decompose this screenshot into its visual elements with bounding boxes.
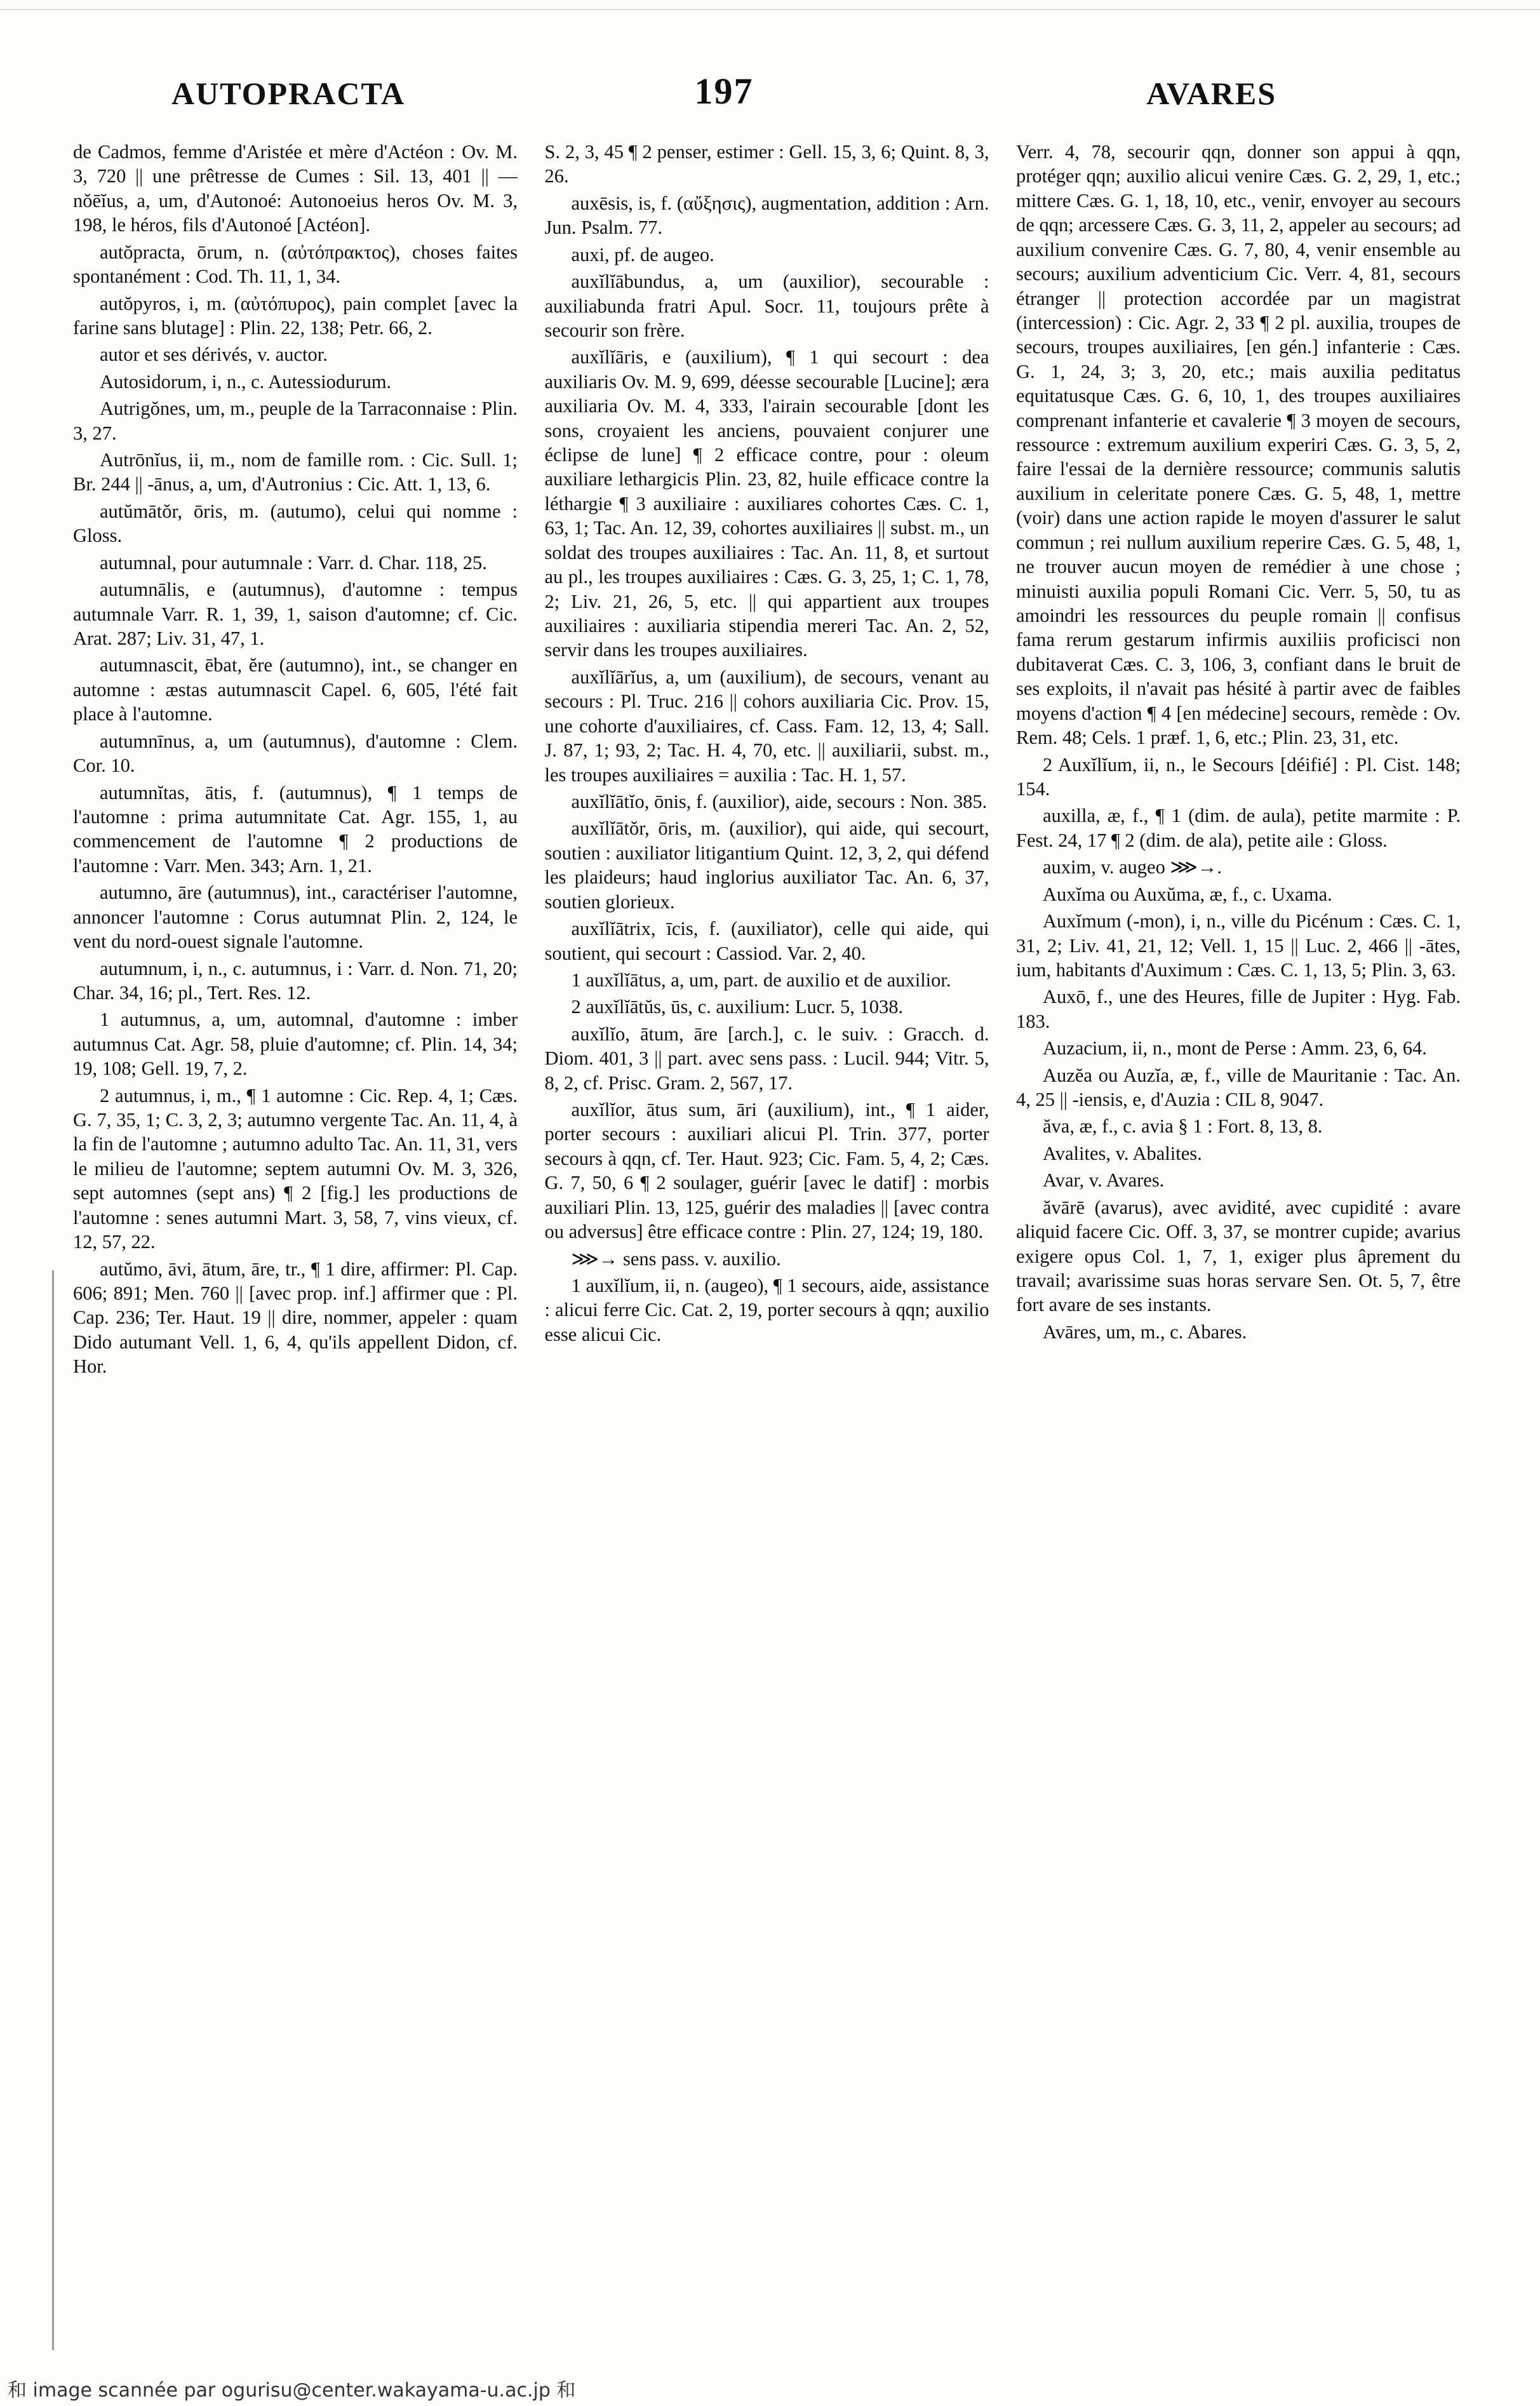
column-middle: [545, 140, 989, 2248]
dictionary-columns: [73, 140, 1461, 2248]
dictionary-entry: autumnīnus, a, um (autumnus), d'automne : Clem. Cor. 10.: [73, 730, 518, 777]
dictionary-entry: Autosidorum, i, n., c. Autessiodurum.: [100, 370, 392, 393]
dictionary-entry: autumnālis, e (autumnus), d'automne : tempus autumnale Varr. R. 1, 39, 1, saison d'automne; cf. Cic. Arat. 287; Liv. 31, 47, 1.: [73, 579, 518, 650]
dictionary-entry: Avalites, v. Abalites.: [1043, 1142, 1202, 1164]
dictionary-entry: autumnĭtas, ātis, f. (autumnus), ¶ 1 temps de l'automne : prima autumnitate Cat. Agr. 155, 1, au commencement de l'automne ¶ 2 productions de l'automne : Varr. Men. 343; Arn. 1, 21.: [73, 781, 518, 877]
dictionary-entry: Auxĭmum (-mon), i, n., ville du Picénum : Cæs. C. 1, 31, 2; Liv. 41, 21, 12; Vell. 1, 15 || Luc. 2, 466 || -ātes, ium, habitants d'Auximum : Cæs. C. 1, 13, 5; Plin. 3, 63.: [1016, 910, 1461, 981]
dictionary-entry: ⋙→ sens pass. v. auxilio.: [571, 1247, 781, 1270]
column-left: [73, 140, 518, 2248]
dictionary-entry: Auzacium, ii, n., mont de Perse : Amm. 23, 6, 64.: [1043, 1037, 1427, 1059]
dictionary-entry: auxēsis, is, f. (αὔξησις), augmentation, addition : Arn. Jun. Psalm. 77.: [544, 192, 989, 239]
dictionary-entry: 2 autumnus, i, m., ¶ 1 automne : Cic. Rep. 4, 1; Cæs. G. 7, 35, 1; C. 3, 2, 3; autumno vergente Tac. An. 11, 4, à la fin de l'automne ; autumno adulto Tac. An. 11, 31, vers le milieu de l'automne; septem autumni Ov. M. 3, 326, sept automnes (sept ans) ¶ 2 [fig.] les productions de l'automne : senes autumni Mart. 3, 58, 7, vins vieux, cf. 12, 57, 22.: [73, 1084, 518, 1253]
dictionary-entry: auxim, v. augeo ⋙→.: [1043, 856, 1222, 878]
dictionary-entry: auxĭlĭātrix, īcis, f. (auxiliator), celle qui aide, qui soutient, qui secourt : Cassiod. Var. 2, 40.: [544, 918, 989, 964]
dictionary-entry: autumnal, pour autumnale : Varr. d. Char. 118, 25.: [100, 551, 487, 574]
page-number: 197: [694, 71, 754, 112]
page-header: [171, 69, 1276, 119]
dictionary-entry: autŭmo, āvi, ātum, āre, tr., ¶ 1 dire, affirmer: Pl. Cap. 606; 891; Men. 760 || [avec prop. inf.] affirmer que : Pl. Cap. 236; Ter. Haut. 19 || dire, nommer, appeler : quam Dido autumant Vell. 1, 6, 4, qu'ils appellent Didon, cf. Hor.: [73, 1258, 518, 1378]
dictionary-entry: 1 auxĭlĭum, ii, n. (augeo), ¶ 1 secours, aide, assistance : alicui ferre Cic. Cat. 2, 19, porter secours à qqn; auxilio esse alicui Cic.: [544, 1274, 989, 1345]
header-left-headword: AUTOPRACTA: [171, 76, 406, 111]
dictionary-entry: Auzĕa ou Auzĭa, æ, f., ville de Mauritanie : Tac. An. 4, 25 || -iensis, e, d'Auzia : CIL 8, 9047.: [1016, 1064, 1461, 1111]
dictionary-entry: ăvārē (avarus), avec avidité, avec cupidité : avare aliquid facere Cic. Off. 3, 37, se montrer cupide; avarius exigere opus Col. 1, 7, 1, exiger plus âprement du travail; avarissime suas horas servare Sen. Ot. 5, 7, être fort avare de ses instants.: [1016, 1196, 1461, 1316]
dictionary-entry: S. 2, 3, 45 ¶ 2 penser, estimer : Gell. 15, 3, 6; Quint. 8, 3, 26.: [544, 141, 989, 187]
dictionary-entry: autor et ses dérivés, v. auctor.: [100, 344, 328, 366]
dictionary-entry: auxĭlĭo, ātum, āre [arch.], c. le suiv. : Gracch. d. Diom. 401, 3 || part. avec sens pass. : Lucil. 944; Vitr. 5, 8, 2, cf. Prisc. Gram. 2, 567, 17.: [544, 1023, 989, 1094]
scan-credit: 和 image scannée par ogurisu@center.wakayama-u.ac.jp 和: [8, 2379, 576, 2402]
dictionary-entry: auxĭlĭor, ātus sum, āri (auxilium), int., ¶ 1 aider, porter secours : auxiliari alicui Pl. Trin. 377, porter secours à qqn, cf. Ter. Haut. 923; Cic. Fam. 5, 4, 2; Cæs. G. 7, 50, 6 ¶ 2 soulager, guérir [avec le datif] : morbis auxiliari Plin. 13, 125, guérir des maladies || [avec contra ou adversus] être efficace contre : Plin. 27, 124; 19, 180.: [544, 1099, 989, 1243]
header-right-headword: AVARES: [1146, 76, 1276, 111]
dictionary-entry: auxĭlĭātĭo, ōnis, f. (auxilior), aide, secours : Non. 385.: [571, 790, 988, 812]
dictionary-entry: auxi, pf. de augeo.: [571, 243, 714, 265]
dictionary-entry: autŏpracta, ōrum, n. (αὐτόπρακτος), choses faites spontanément : Cod. Th. 11, 1, 34.: [73, 241, 518, 288]
dictionary-entry: Avar, v. Avares.: [1043, 1169, 1165, 1192]
dictionary-entry: autumnascit, ēbat, ĕre (autumno), int., se changer en automne : æstas autumnascit Capel. 6, 605, l'été fait place à l'automne.: [73, 654, 518, 725]
dictionary-entry: auxĭlĭārĭus, a, um (auxilium), de secours, venant au secours : Pl. Truc. 216 || cohors auxiliaria Cic. Prov. 15, une cohorte d'auxiliaires, cf. Cass. Fam. 12, 13, 4; Sall. J. 87, 1; 93, 2; Tac. H. 4, 70, etc. || auxiliarii, subst. m., les troupes auxiliaires = auxilia : Tac. H. 1, 57.: [544, 666, 989, 786]
dictionary-entry: autumno, āre (autumnus), int., caractériser l'automne, annoncer l'automne : Corus autumnat Plin. 2, 124, le vent du nord-ouest signale l'automne.: [73, 882, 518, 953]
top-scan-rule: [0, 9, 1540, 10]
dictionary-entry: auxĭlĭāris, e (auxilium), ¶ 1 qui secourt : dea auxiliaris Ov. M. 9, 699, déesse secourable [Lucine]; æra auxiliaria Ov. M. 4, 333, l'airain secourable [dont les sons, croyaient les anciens, pouvaient conjurer une éclipse de lune] ¶ 2 efficace contre, pour : oleum auxiliare lethargicis Plin. 23, 82, huile efficace contre la léthargie ¶ 3 auxiliaire : auxiliares cohortes Cæs. C. 1, 63, 1; Tac. An. 12, 39, cohortes auxiliaires || subst. m., un soldat des troupes auxiliaires : Tac. An. 11, 8, et surtout au pl., les troupes auxiliaires : Cæs. G. 3, 25, 1; C. 1, 78, 2; Liv. 21, 26, 5, etc. || qui appartient aux troupes auxiliaires : auxiliaria stipendia mereri Tac. An. 2, 52, servir dans les troupes auxiliaires.: [544, 346, 989, 661]
dictionary-entry: de Cadmos, femme d'Aristée et mère d'Actéon : Ov. M. 3, 720 || une prêtresse de Cumes : Sil. 13, 401 || — nŏēĭus, a, um, d'Autonoé: Autonoeius heros Ov. M. 3, 198, le héros, fils d'Autonoé [Actéon].: [73, 141, 518, 236]
dictionary-entry: autŏpyros, i, m. (αὐτόπυρος), pain complet [avec la farine sans blutage] : Plin. 22, 138; Petr. 66, 2.: [73, 292, 518, 339]
dictionary-entry: auxĭlĭābundus, a, um (auxilior), secourable : auxiliabunda fratri Apul. Socr. 11, toujours prête à secourir son frère.: [544, 271, 989, 341]
left-margin-line: [52, 1270, 54, 2350]
dictionary-entry: 2 auxĭlĭātŭs, ūs, c. auxilium: Lucr. 5, 1038.: [571, 996, 904, 1018]
dictionary-entry: autŭmātŏr, ōris, m. (autumo), celui qui nomme : Gloss.: [73, 500, 518, 547]
dictionary-entry: 1 autumnus, a, um, automnal, d'automne : imber autumnus Cat. Agr. 58, pluie d'automne; cf. Plin. 14, 34; 19, 108; Gell. 19, 7, 2.: [73, 1009, 518, 1080]
dictionary-entry: Autrigŏnes, um, m., peuple de la Tarraconnaise : Plin. 3, 27.: [73, 398, 518, 444]
column-right: [1016, 140, 1461, 2248]
dictionary-entry: Avāres, um, m., c. Abares.: [1043, 1321, 1247, 1343]
dictionary-entry: autumnum, i, n., c. autumnus, i : Varr. d. Non. 71, 20; Char. 34, 16; pl., Tert. Res. 12.: [73, 957, 518, 1004]
dictionary-entry: 1 auxĭlĭātus, a, um, part. de auxilio et de auxilior.: [571, 969, 951, 991]
dictionary-entry: Autrōnĭus, ii, m., nom de famille rom. : Cic. Sull. 1; Br. 244 || -ānus, a, um, d'Autronius : Cic. Att. 1, 13, 6.: [73, 449, 518, 495]
dictionary-entry: Auxō, f., une des Heures, fille de Jupiter : Hyg. Fab. 183.: [1016, 986, 1461, 1032]
dictionary-entry: Verr. 4, 78, secourir qqn, donner son appui à qqn, protéger qqn; auxilio alicui venire Cæs. G. 2, 29, 1, etc.; mittere Cæs. G. 1, 18, 10, etc., venir, envoyer au secours de qqn; arcessere Cæs. G. 3, 11, 2, appeler au secours; ad auxilium convenire Cæs. G. 7, 80, 4, venir ensemble au secours; auxilium adventicium Cic. Verr. 4, 81, secours étranger || protection accordée par un magistrat (intercession) : Cic. Agr. 2, 33 ¶ 2 pl. auxilia, troupes de secours, troupes auxiliaires, [en gén.] infanterie : Cæs. G. 1, 24, 3; 3, 20, etc.; mais auxilia peditatus equitatusque Cæs. G. 6, 10, 1, des troupes auxiliaires comprenant infanterie et cavalerie ¶ 3 moyen de secours, ressource : extremum auxilium experiri Cæs. G. 3, 5, 2, faire l'essai de la dernière ressource; communis salutis auxilium in celeritate ponere Cæs. G. 5, 48, 1, mettre (voir) dans une action rapide le moyen d'assurer le salut commun ; rei nullum auxilium reperire Cæs. G. 5, 48, 1, ne trouver aucun moyen de remédier à une chose ; minuisti auxilia populi Romani Cic. Verr. 5, 50, tu as amoindri les ressources du peuple romain || confisus fama rerum gestarum infirmis auxiliis proficisci non dubitaverat Cæs. C. 3, 106, 3, confiant dans le bruit de ses exploits, il n'avait pas hésité à partir avec de faibles moyens d'action ¶ 4 [en médecine] secours, remède : Ov. Rem. 48; Cels. 1 præf. 1, 6, etc.; Plin. 23, 31, etc.: [1016, 141, 1461, 749]
dictionary-entry: auxilla, æ, f., ¶ 1 (dim. de aula), petite marmite : P. Fest. 24, 17 ¶ 2 (dim. de ala), petite aile : Gloss.: [1016, 805, 1461, 851]
dictionary-entry: Auxĭma ou Auxŭma, æ, f., c. Uxama.: [1043, 883, 1332, 905]
dictionary-entry: 2 Auxĭlĭum, ii, n., le Secours [déifié] : Pl. Cist. 148; 154.: [1016, 753, 1461, 800]
dictionary-entry: auxĭlĭātŏr, ōris, m. (auxilior), qui aide, qui secourt, soutien : auxiliator litigantium Quint. 12, 3, 2, qui défend les plaideurs; haud inglorius auxiliator Tac. An. 6, 37, soutien glorieux.: [544, 817, 989, 913]
dictionary-entry: ăva, æ, f., c. avia § 1 : Fort. 8, 13, 8.: [1043, 1115, 1323, 1138]
